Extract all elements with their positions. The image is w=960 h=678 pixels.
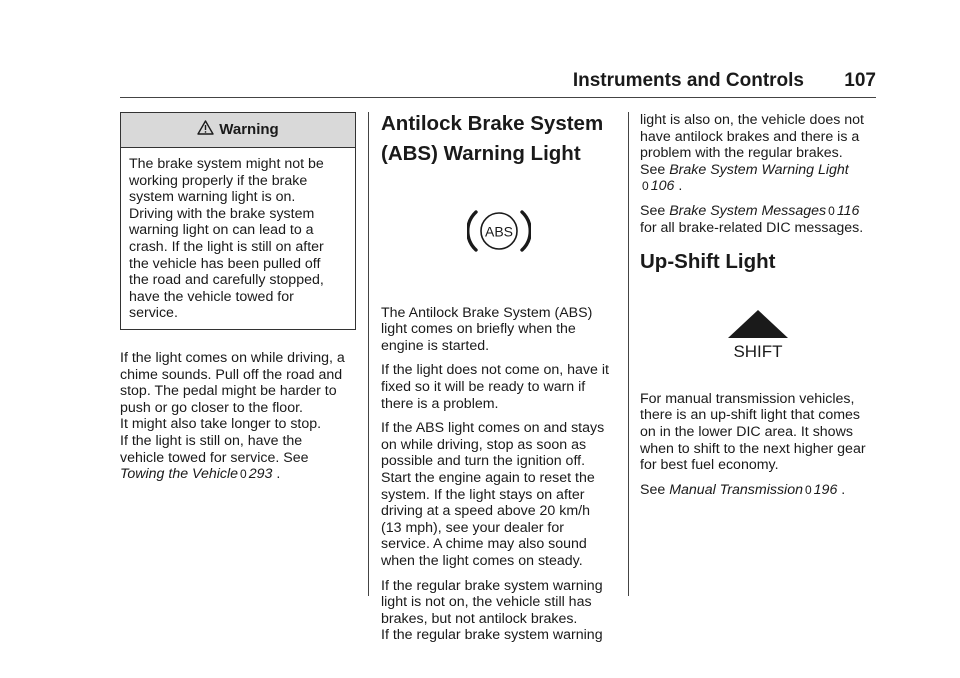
page-ref-glyph: 0 bbox=[804, 482, 812, 497]
text-line: possible and turn the ignition off. bbox=[381, 453, 586, 470]
text-line: have antilock brakes and there is a bbox=[640, 128, 860, 145]
text-line: the vehicle has been pulled off bbox=[129, 255, 321, 272]
text-line: crash. If the light is still on after bbox=[129, 238, 324, 255]
text-line: If the regular brake system warning bbox=[381, 577, 603, 594]
text-line: when the light comes on steady. bbox=[381, 552, 583, 569]
text-line: (13 mph), see your dealer for bbox=[381, 519, 564, 536]
cross-reference-page[interactable] bbox=[640, 178, 876, 195]
text-line: driving at a speed above 20 km/h bbox=[381, 503, 591, 520]
see-label: See bbox=[640, 202, 666, 219]
cross-reference[interactable] bbox=[640, 203, 876, 220]
header-rule bbox=[120, 97, 876, 98]
paragraph bbox=[640, 482, 876, 499]
shift-icon-label: SHIFT bbox=[733, 342, 783, 361]
cross-reference[interactable] bbox=[120, 466, 356, 483]
ref-title: Brake System Messages bbox=[669, 202, 827, 219]
abs-warning-icon bbox=[467, 206, 617, 261]
text-line: push or go closer to the floor. bbox=[120, 399, 303, 416]
text-line: Driving with the brake system bbox=[129, 205, 315, 222]
warning-body bbox=[121, 148, 355, 329]
text-line: If the light comes on while driving, a bbox=[120, 349, 345, 366]
see-label: See bbox=[640, 481, 666, 498]
paragraph bbox=[381, 305, 617, 355]
page-ref-glyph: 0 bbox=[642, 179, 649, 194]
text-line: for best fuel economy. bbox=[640, 457, 779, 474]
ref-page: 106 bbox=[650, 178, 675, 195]
text-line: system warning light is on. bbox=[129, 189, 296, 206]
chapter-title: Instruments and Controls bbox=[572, 70, 804, 91]
text-line: have the vehicle towed for bbox=[129, 288, 294, 305]
text-line: the road and carefully stopped, bbox=[129, 272, 324, 289]
page-ref-glyph: 0 bbox=[240, 467, 247, 482]
text-line: system. If the light stays on after bbox=[381, 486, 585, 503]
text-line: light is also on, the vehicle does not bbox=[640, 112, 864, 128]
warning-box bbox=[120, 112, 356, 330]
text-line: If the ABS light comes on and stays bbox=[381, 420, 605, 437]
warning-title: Warning bbox=[219, 120, 279, 138]
heading-line: Antilock Brake System bbox=[381, 112, 604, 135]
text-line: light is not on, the vehicle still has bbox=[381, 594, 592, 611]
column-2 bbox=[381, 112, 617, 652]
ref-suffix: . bbox=[841, 481, 846, 498]
column-divider bbox=[628, 112, 629, 596]
see-label: See bbox=[640, 161, 666, 178]
abs-icon-label: ABS bbox=[484, 223, 514, 240]
text-line: The brake system might not be bbox=[129, 156, 324, 172]
cross-reference[interactable] bbox=[640, 162, 876, 179]
paragraph bbox=[381, 420, 617, 569]
text-line: when to shift to the next higher gear bbox=[640, 440, 866, 457]
page-number: 107 bbox=[844, 70, 876, 91]
paragraph bbox=[381, 362, 617, 412]
column-1 bbox=[120, 112, 356, 483]
text-line: The Antilock Brake System (ABS) bbox=[381, 304, 593, 321]
paragraph bbox=[640, 203, 876, 236]
ref-suffix: . bbox=[678, 178, 683, 195]
text-line: light comes on briefly when the bbox=[381, 321, 576, 338]
warning-triangle-icon bbox=[197, 120, 214, 140]
text-line: problem with the regular brakes. bbox=[640, 145, 843, 162]
cross-reference[interactable] bbox=[640, 482, 876, 499]
text-line: on in the lower DIC area. It shows bbox=[640, 423, 853, 440]
paragraph bbox=[640, 391, 876, 474]
text-line: vehicle towed for service. See bbox=[120, 449, 309, 466]
warning-header bbox=[121, 113, 355, 148]
section-title-upshift: Up-Shift Light bbox=[640, 250, 776, 274]
ref-title: Brake System Warning Light bbox=[669, 161, 849, 178]
text-line: there is a problem. bbox=[381, 395, 499, 412]
ref-page: 293 bbox=[248, 466, 273, 483]
ref-title: Towing the Vehicle bbox=[120, 466, 239, 483]
paragraph bbox=[640, 112, 876, 195]
text-line: service. bbox=[129, 305, 178, 322]
brake-light-paragraph bbox=[120, 350, 356, 483]
text-line: It might also take longer to stop. bbox=[120, 416, 322, 433]
text-line: fixed so it will be ready to warn if bbox=[381, 378, 586, 395]
text-line: If the light is still on, have the bbox=[120, 432, 303, 449]
ref-suffix: . bbox=[276, 466, 281, 483]
text-line: If the regular brake system warning bbox=[381, 627, 603, 644]
section-title-abs bbox=[381, 112, 617, 166]
text-line: Start the engine again to reset the bbox=[381, 469, 595, 486]
page-ref-glyph: 0 bbox=[828, 203, 835, 218]
upshift-icon bbox=[726, 308, 876, 365]
ref-title: Manual Transmission bbox=[669, 481, 803, 498]
text-line: for all brake-related DIC messages. bbox=[640, 219, 864, 236]
text-line: on while driving, stop as soon as bbox=[381, 436, 587, 453]
text-line: working properly if the brake bbox=[129, 172, 308, 189]
text-line: chime sounds. Pull off the road and bbox=[120, 366, 343, 383]
text-line: engine is started. bbox=[381, 337, 490, 354]
text-line: brakes, but not antilock brakes. bbox=[381, 610, 578, 627]
column-divider bbox=[368, 112, 369, 596]
ref-page: 196 bbox=[813, 481, 838, 498]
column-3 bbox=[640, 112, 876, 506]
text-line: there is an up-shift light that comes bbox=[640, 407, 861, 424]
page-header bbox=[0, 0, 960, 100]
text-line: For manual transmission vehicles, bbox=[640, 390, 855, 407]
text-line: stop. The pedal might be harder to bbox=[120, 383, 337, 400]
text-line: service. A chime may also sound bbox=[381, 536, 587, 553]
text-line: warning light on can lead to a bbox=[129, 222, 314, 239]
text-line: If the light does not come on, have it bbox=[381, 362, 609, 379]
paragraph bbox=[381, 578, 617, 644]
ref-page: 116 bbox=[836, 202, 860, 219]
heading-line: (ABS) Warning Light bbox=[381, 142, 581, 165]
